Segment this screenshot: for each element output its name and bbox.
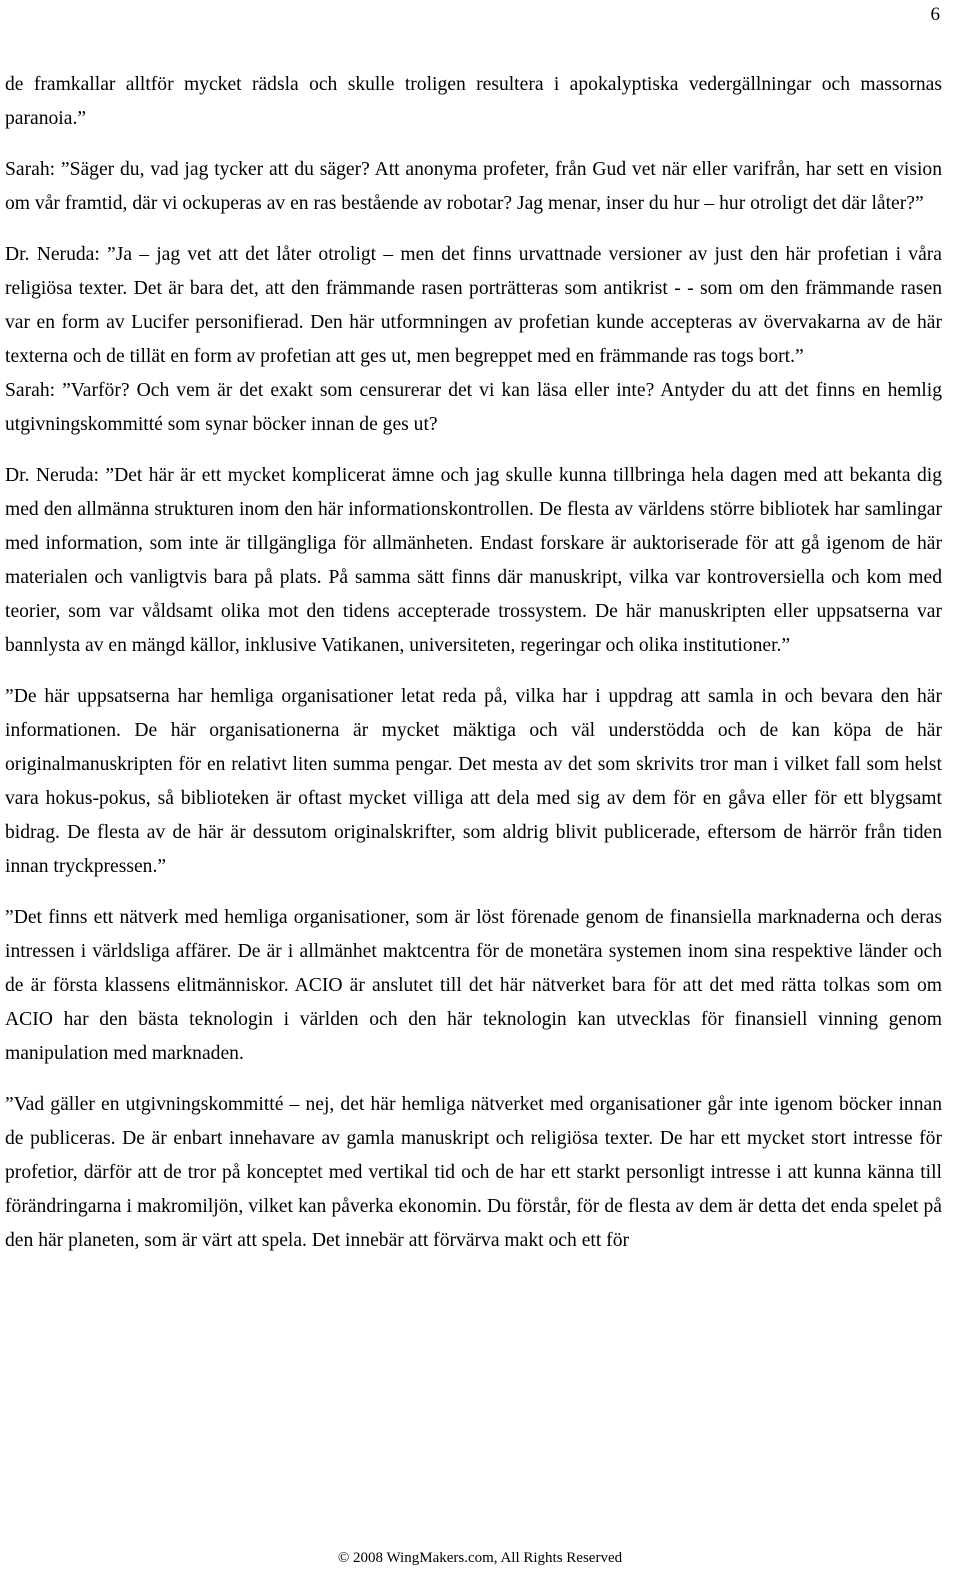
paragraph: Sarah: ”Säger du, vad jag tycker att du säger? Att anonyma profeter, från Gud vet när eller varifrån, har sett en vision om vår framtid, där vi ockuperas av en ras bestående av robotar? Jag menar, inser du hur – hur otroligt det där låter?”	[5, 159, 942, 214]
paragraph: Dr. Neruda: ”Det här är ett mycket komplicerat ämne och jag skulle kunna tillbringa hela dagen med att bekanta dig med den allmänna strukturen inom den här informationskontrollen. De flesta av världens större bibliotek har samlingar med information, som inte är tillgängliga för allmänheten. Endast forskare är auktoriserade för att gå igenom de här materialen och vanligtvis bara på plats. På samma sätt finns där manuskript, vilka var kontroversiella och kom med teorier, som var våldsamt olika mot den tidens accepterade trossystem. De här manuskripten eller uppsatserna var bannlysta av en mängd källor, inklusive Vatikanen, universiteten, regeringar och olika institutioner.”	[5, 465, 942, 656]
paragraph: ”Vad gäller en utgivningskommitté – nej, det här hemliga nätverket med organisationer går inte igenom böcker innan de publiceras. De är enbart innehavare av gamla manuskript och religiösa texter. De har ett mycket stort intresse för profetior, därför att de tror på konceptet med vertikal tid och de har ett starkt personligt intresse i att kunna känna till förändringarna i makromiljön, vilket kan påverka ekonomin. Du förstår, för de flesta av dem är detta det enda spelet på den här planeten, som är värt att spela. Det innebär att förvärva makt och ett för	[5, 1094, 942, 1251]
paragraph: Sarah: ”Varför? Och vem är det exakt som censurerar det vi kan läsa eller inte? Antyder du att det finns en hemlig utgivningskommitté som synar böcker innan de ges ut?	[5, 380, 942, 435]
paragraph: ”De här uppsatserna har hemliga organisationer letat reda på, vilka har i uppdrag att samla in och bevara den här informationen. De här organisationerna är mycket mäktiga och väl understödda och de kan köpa de här originalmanuskripten för en relativt liten summa pengar. Det mesta av det som skrivits tror man i vilket fall som helst vara hokus-pokus, så biblioteken är oftast mycket villiga att dela med sig av dem för en gåva eller för ett blygsamt bidrag. De flesta av de här är dessutom originalskrifter, som aldrig blivit publicerade, eftersom de härrör från tiden innan tryckpressen.”	[5, 686, 942, 877]
copyright-footer: © 2008 WingMakers.com, All Rights Reserved	[337, 1550, 623, 1566]
page-number: 6	[930, 4, 940, 25]
paragraph: de framkallar alltför mycket rädsla och skulle troligen resultera i apokalyptiska vedergällningar och massornas paranoia.”	[5, 74, 942, 129]
paragraph: Dr. Neruda: ”Ja – jag vet att det låter otroligt – men det finns urvattnade versioner av just den här profetian i våra religiösa texter. Det är bara det, att den främmande rasen porträtteras som antikrist - - som om den främmande rasen var en form av Lucifer personifierad. Den här utformningen av profetian kunde accepteras av övervakarna av de här texterna och de tillät en form av profetian att ges ut, men begreppet med en främmande ras togs bort.”	[5, 244, 942, 367]
document-body	[5, 68, 942, 1275]
paragraph: ”Det finns ett nätverk med hemliga organisationer, som är löst förenade genom de finansiella marknaderna och deras intressen i världsliga affärer. De är i allmänhet maktcentra för de monetära systemen inom sina respektive länder och de är första klassens elitmänniskor. ACIO är anslutet till det här nätverket bara för att det med rätta tolkas som om ACIO har den bästa teknologin i världen och den här teknologin kan utvecklas för finansiell vinning genom manipulation med marknaden.	[5, 907, 942, 1064]
